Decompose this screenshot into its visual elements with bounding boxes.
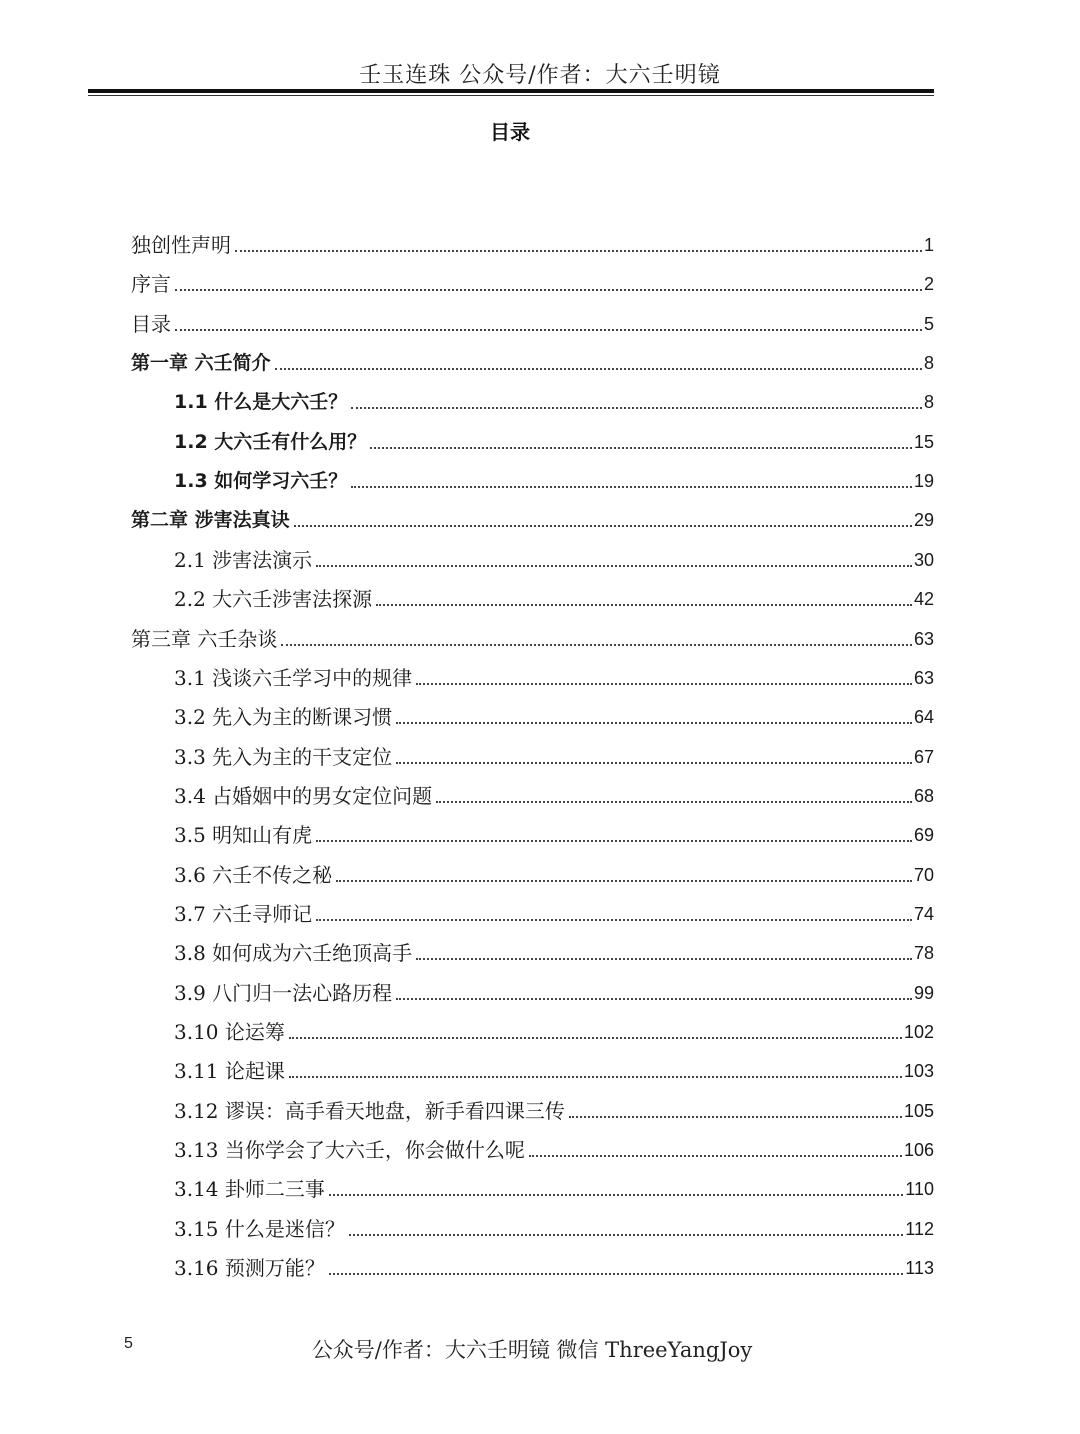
toc-dot-leader [370, 447, 912, 449]
toc-entry[interactable] [0, 1054, 1080, 1084]
toc-dot-leader [235, 250, 922, 252]
toc-entry-page: 69 [913, 825, 934, 846]
toc-dot-leader [396, 762, 912, 764]
toc-dot-leader [316, 919, 912, 921]
toc-entry[interactable] [0, 346, 1080, 376]
toc-entry[interactable] [0, 228, 1080, 258]
toc-dot-leader [416, 958, 912, 960]
toc-dot-leader [436, 801, 912, 803]
toc-entry-label: 3.5 明知山有虎 [174, 823, 313, 848]
toc-entry-page: 106 [903, 1140, 934, 1161]
toc-dot-leader [351, 486, 912, 488]
toc-entry-page: 19 [913, 471, 934, 492]
toc-entry-page: 113 [905, 1258, 934, 1279]
toc-entry-label: 3.8 如何成为六壬绝顶高手 [174, 941, 413, 966]
toc-entry-label: 2.2 大六壬涉害法探源 [174, 587, 373, 612]
toc-entry[interactable] [0, 464, 1080, 494]
footer-page-number: 5 [124, 1335, 133, 1352]
toc-entry[interactable] [0, 503, 1080, 533]
toc-entry[interactable] [0, 543, 1080, 573]
toc-entry[interactable] [0, 582, 1080, 612]
toc-entry[interactable] [0, 976, 1080, 1006]
toc-entry-page: 110 [905, 1179, 934, 1200]
toc-entry[interactable] [0, 779, 1080, 809]
toc-dot-leader [316, 840, 912, 842]
toc-entry[interactable] [0, 1133, 1080, 1163]
toc-entry-page: 15 [913, 431, 934, 452]
toc-entry-page: 30 [913, 549, 934, 570]
toc-entry-label: 3.14 卦师二三事 [174, 1177, 325, 1202]
toc-dot-leader [349, 1234, 903, 1236]
toc-entry[interactable] [0, 425, 1080, 455]
page-header: 壬玉连珠 公众号/作者：大六壬明镜 [359, 63, 721, 88]
toc-entry-label: 3.11 论起课 [174, 1059, 285, 1084]
toc-dot-leader [376, 604, 912, 606]
toc-dot-leader [396, 998, 912, 1000]
toc-entry-label: 3.3 先入为主的干支定位 [174, 744, 393, 769]
toc-entry-label: 3.13 当你学会了大六壬，你会做什么呢 [174, 1138, 525, 1163]
toc-entry-label: 第三章 六壬杂谈 [131, 626, 278, 651]
toc-title: 目录 [490, 120, 530, 144]
toc-entry-label: 1.3 如何学习六壬？ [174, 470, 348, 493]
toc-dot-leader [316, 565, 912, 567]
toc-entry[interactable] [0, 661, 1080, 691]
toc-entry-label: 第一章 六壬简介 [131, 352, 271, 375]
toc-entry-label: 3.12 谬误：高手看天地盘，新手看四课三传 [174, 1098, 565, 1123]
toc-dot-leader [396, 722, 912, 724]
toc-entry-page: 2 [923, 274, 934, 295]
toc-entry-label: 独创性声明 [131, 233, 231, 257]
toc-entry-page: 74 [913, 903, 934, 924]
toc-entry[interactable] [0, 1172, 1080, 1202]
toc-dot-leader [416, 683, 912, 685]
toc-entry-label: 1.1 什么是大六壬？ [174, 391, 348, 414]
toc-dot-leader [329, 1194, 903, 1196]
toc-entry[interactable] [0, 897, 1080, 927]
toc-dot-leader [281, 644, 912, 646]
toc-entry[interactable] [0, 307, 1080, 337]
toc-entry-label: 序言 [131, 272, 171, 297]
header-rule [88, 89, 934, 93]
toc-entry-page: 1 [923, 235, 934, 255]
toc-entry-page: 78 [913, 943, 934, 964]
toc-dot-leader [351, 407, 922, 409]
toc-dot-leader [275, 368, 922, 370]
toc-dot-leader [569, 1116, 902, 1118]
toc-entry-page: 103 [903, 1061, 934, 1082]
header-rule-thin [88, 95, 934, 96]
toc-entry-page: 63 [913, 667, 934, 688]
toc-entry-label: 3.16 预测万能？ [174, 1256, 325, 1281]
toc-entry-page: 68 [913, 785, 934, 806]
toc-entry-page: 99 [913, 982, 934, 1003]
footer-text: 公众号/作者：大六壬明镜 微信 ThreeYangJoy [311, 1338, 753, 1362]
toc-entry-page: 102 [903, 1022, 934, 1042]
toc-dot-leader [175, 289, 922, 291]
toc-entry-label: 3.9 八门归一法心路历程 [174, 980, 393, 1005]
toc-entry[interactable] [0, 818, 1080, 848]
toc-entry[interactable] [0, 1015, 1080, 1045]
toc-dot-leader [329, 1273, 903, 1275]
toc-entry-page: 29 [913, 510, 934, 531]
toc-entry[interactable] [0, 858, 1080, 888]
toc-entry-label: 目录 [131, 311, 171, 336]
toc-entry-label: 3.4 占婚姻中的男女定位问题 [174, 783, 433, 808]
toc-entry-page: 63 [913, 628, 934, 649]
toc-dot-leader [294, 525, 912, 527]
toc-dot-leader [529, 1155, 902, 1157]
toc-entry-page: 64 [913, 707, 934, 728]
toc-entry-page: 67 [913, 746, 934, 767]
toc-entry[interactable] [0, 740, 1080, 770]
toc-dot-leader [289, 1076, 902, 1078]
toc-entry-page: 8 [923, 392, 934, 413]
toc-dot-leader [175, 329, 922, 331]
toc-entry[interactable] [0, 700, 1080, 730]
toc-entry-label: 2.1 涉害法演示 [174, 547, 313, 572]
toc-entry-label: 3.15 什么是迷信？ [174, 1216, 345, 1241]
toc-entry[interactable] [0, 385, 1080, 415]
toc-dot-leader [336, 880, 912, 882]
toc-entry-page: 112 [905, 1218, 934, 1239]
toc-entry[interactable] [0, 267, 1080, 297]
toc-dot-leader [289, 1037, 902, 1039]
toc-entry-page: 70 [913, 864, 934, 885]
toc-entry-label: 3.7 六壬寻师记 [174, 901, 313, 926]
toc-entry-page: 8 [923, 353, 934, 374]
toc-entry-label: 3.10 论运筹 [174, 1020, 285, 1044]
toc-entry-page: 5 [923, 313, 934, 334]
toc-entry[interactable] [0, 1251, 1080, 1281]
toc-entry-label: 3.6 六壬不传之秘 [174, 862, 333, 887]
toc-entry[interactable] [0, 1094, 1080, 1124]
toc-entry[interactable] [0, 1212, 1080, 1242]
toc-entry-label: 3.1 浅谈六壬学习中的规律 [174, 665, 413, 690]
toc-entry-label: 1.2 大六壬有什么用？ [174, 430, 367, 453]
toc-entry-label: 3.2 先入为主的断课习惯 [174, 705, 393, 730]
toc-entry-page: 105 [903, 1100, 934, 1121]
toc-entry[interactable] [0, 622, 1080, 652]
toc-entry-page: 42 [913, 589, 934, 610]
toc-entry-label: 第二章 涉害法真诀 [131, 509, 290, 532]
toc-entry[interactable] [0, 936, 1080, 966]
